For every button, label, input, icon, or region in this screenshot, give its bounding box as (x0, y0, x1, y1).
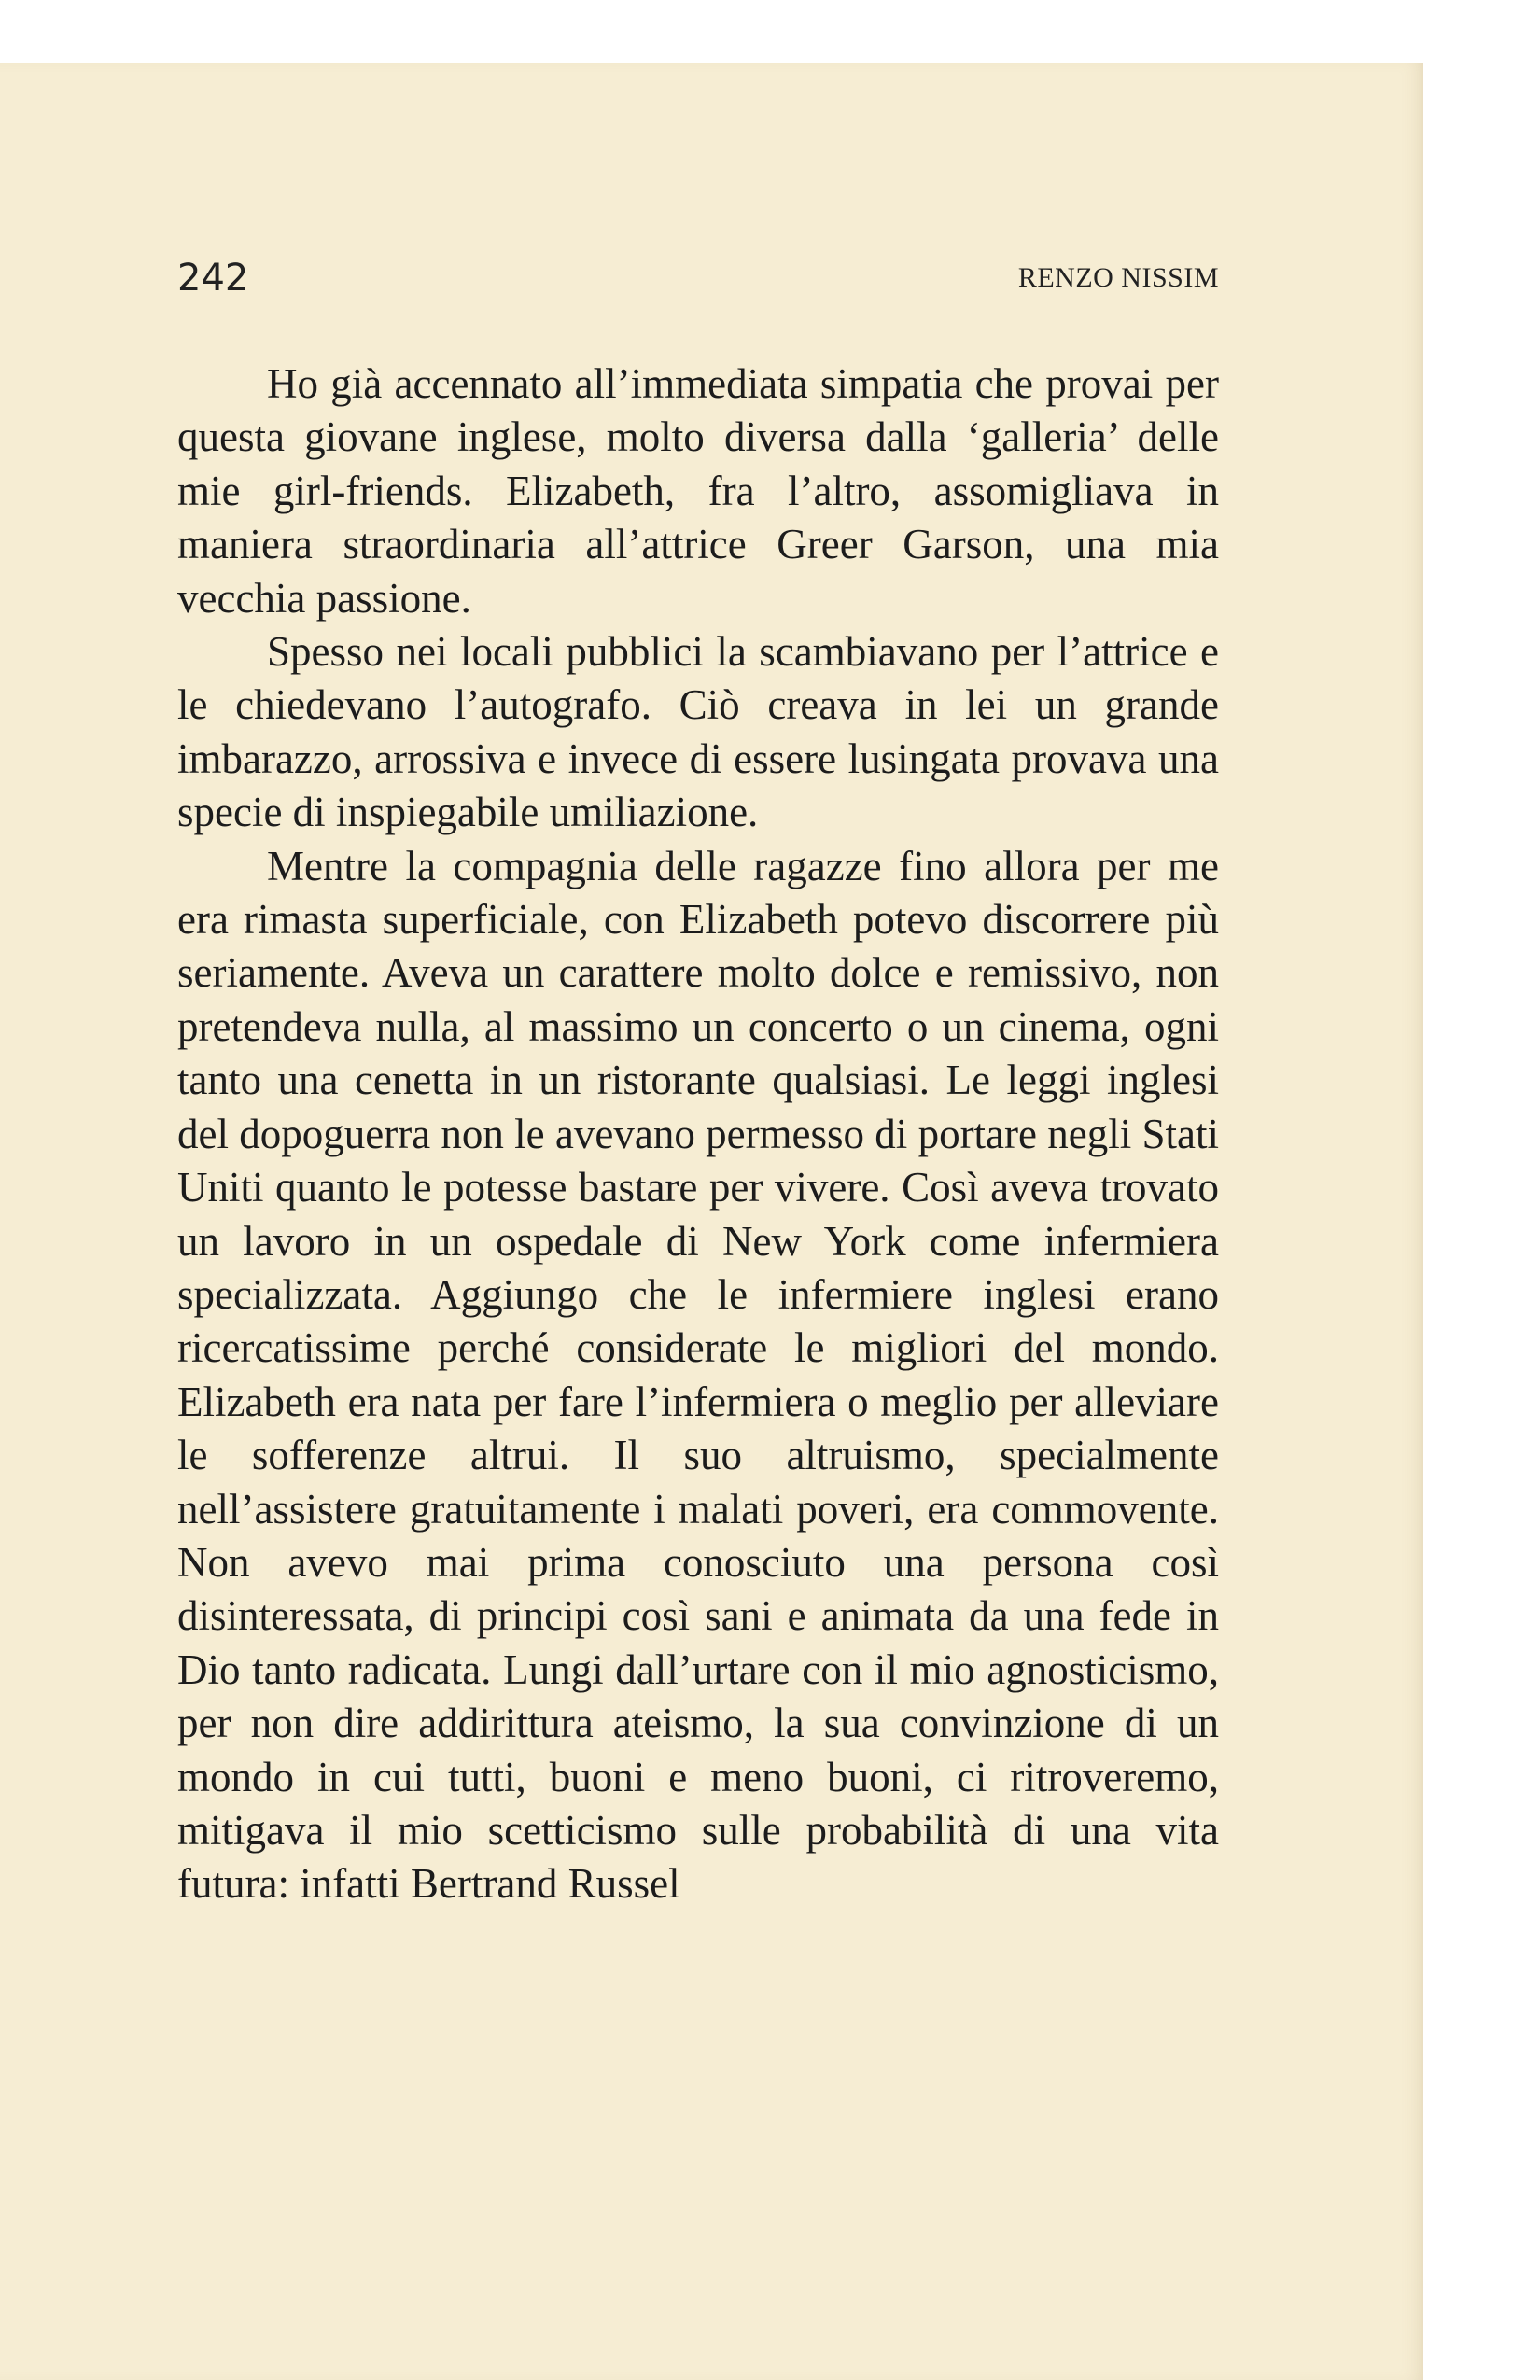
running-head-author: RENZO NISSIM (1017, 262, 1219, 293)
page-header (177, 250, 1219, 306)
body-text (177, 357, 1219, 1911)
paragraph-1: Ho già accennato all’immediata simpatia che provai per questa giovane inglese, molto diversa dalla ‘galleria’ delle mie girl-friends. Elizabeth, fra l’altro, assomigliava in maniera straordinaria all’attrice Greer Garson, una mia vecchia passione. (177, 360, 1219, 622)
page-number: 242 (177, 257, 249, 300)
paragraph-3: Mentre la compagnia delle ragazze fino allora per me era rimasta superficiale, con Elizabeth potevo discorrere più seriamente. Aveva un carattere molto dolce e remissivo, non pretendeva nulla, al massimo un concerto o un cinema, ogni tanto una cenetta in un ristorante qualsiasi. Le leggi inglesi del dopoguerra non le avevano permesso di portare negli Stati Uniti quanto le potesse bastare per vivere. Così aveva trovato un lavoro in un ospedale di New York come infermiera specializzata. Aggiungo che le infermiere inglesi erano ricercatissime perché considerate le migliori del mondo. Elizabeth era nata per fare l’infermiera o meglio per alleviare le sofferenze altrui. Il suo altruismo, specialmente nell’assistere gratuitamente i malati poveri, era commovente. Non avevo mai prima conosciuto una persona così disinteressata, di principi così sani e animata da una fede in Dio tanto radicata. Lungi dall’urtare con il mio agnosticismo, per non dire addirittura ateismo, la sua convinzione di un mondo in cui tutti, buoni e meno buoni, ci ritroveremo, mitigava il mio scetticismo sulle probabilità di una vita futura: infatti Bertrand Russel (177, 842, 1219, 1908)
paragraph-2: Spesso nei locali pubblici la scambiavano per l’attrice e le chiedevano l’autografo. Ciò creava in lei un grande imbarazzo, arrossiva e invece di essere lusingata provava una specie di inspiegabile umiliazione. (177, 628, 1219, 836)
